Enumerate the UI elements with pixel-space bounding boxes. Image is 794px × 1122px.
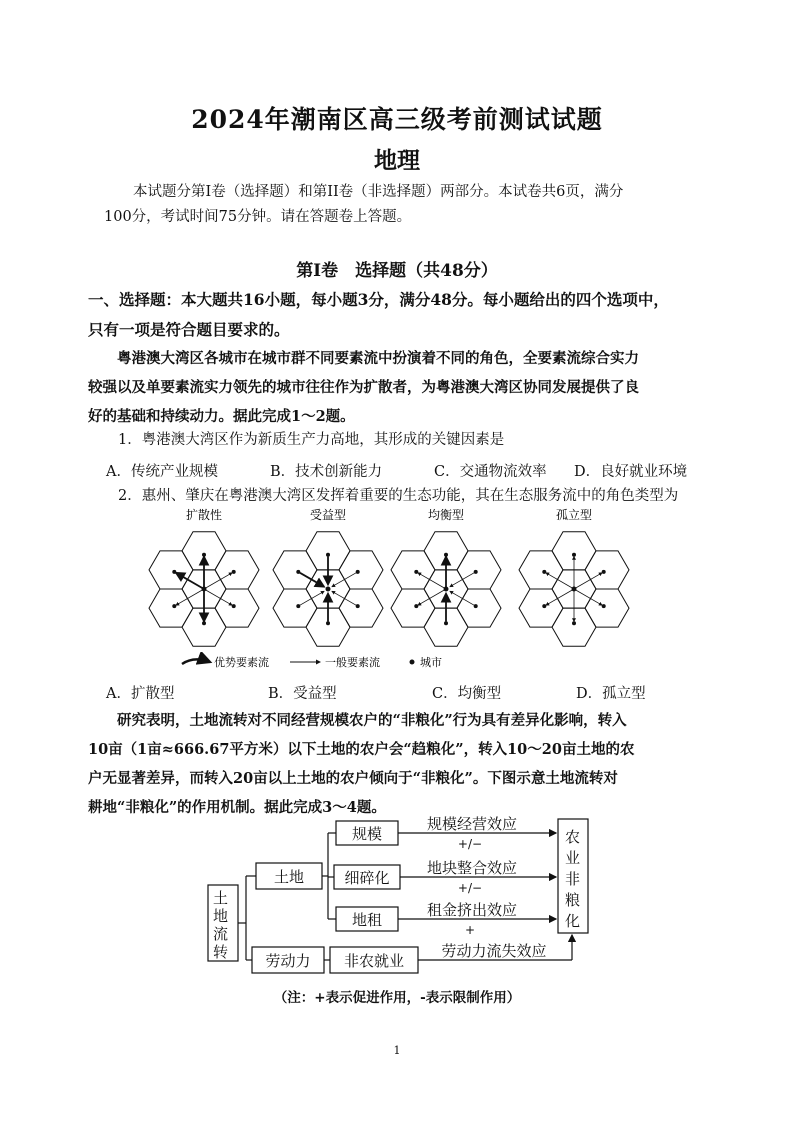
figure-legend xyxy=(180,652,480,672)
city-dot xyxy=(602,570,606,574)
label-land: 土地 xyxy=(273,868,305,886)
result-char-5: 化 xyxy=(565,912,581,930)
figure-element-flow-types xyxy=(140,505,660,675)
city-dot xyxy=(444,621,448,625)
instruction-line-1: 一、选择题：本大题共16小题，每小题3分，满分48分。每小题给出的四个选项中， xyxy=(88,290,669,309)
hex-cell xyxy=(273,551,317,589)
root-char-3: 流 xyxy=(213,925,229,943)
hex-cell xyxy=(457,551,501,589)
city-dot xyxy=(474,604,478,608)
figure2-note: （注：+表示促进作用，-表示限制作用） xyxy=(273,990,521,1006)
flow-arrow xyxy=(300,591,324,605)
flow-arrow xyxy=(332,573,356,587)
hex-cluster-isolated xyxy=(519,532,629,646)
passage2-line-3: 户无显著差异，而转入20亩以上土地的农户倾向于“非粮化”。下图示意土地流转对 xyxy=(88,770,618,787)
city-dot xyxy=(444,553,448,557)
question-2-stem: 2．惠州、肇庆在粤港澳大湾区发挥着重要的生态功能，其在生态服务流中的角色类型为 xyxy=(118,488,679,504)
question-1-stem: 1．粤港澳大湾区作为新质生产力高地，其形成的关键因素是 xyxy=(118,432,505,448)
figure-label-isolated: 孤立型 xyxy=(555,508,593,522)
city-dot xyxy=(474,570,478,574)
flow-arrow xyxy=(450,591,474,605)
city-dot xyxy=(602,604,606,608)
section-title: 第I卷 选择题（共48分） xyxy=(296,261,498,281)
hex-cell xyxy=(273,589,317,627)
hex-cell xyxy=(519,551,563,589)
passage2-line-4: 耕地“非粮化”的作用机制。据此完成3～4题。 xyxy=(88,799,386,816)
figure-label-diffusion: 扩散性 xyxy=(185,508,223,522)
city-dot xyxy=(326,587,331,592)
label-effect-rent: 租金挤出效应 xyxy=(426,901,518,919)
passage1-line-1: 粤港澳大湾区各城市在城市群不同要素流中扮演着不同的角色，全要素流综合实力 xyxy=(117,350,639,367)
q1-option-c[interactable]: C．交通物流效率 xyxy=(434,464,547,480)
city-dot xyxy=(172,604,176,608)
exam-title: 2024年潮南区高三级考前测试试题 xyxy=(191,105,603,134)
root-char-4: 转 xyxy=(213,943,229,961)
flow-arrow xyxy=(332,591,356,605)
city-dot xyxy=(326,621,330,625)
legend-dominant-arrow-icon xyxy=(182,659,210,664)
city-dot xyxy=(296,604,300,608)
hex-cell xyxy=(149,551,193,589)
legend-city-dot-icon xyxy=(410,660,415,665)
city-dot xyxy=(232,604,236,608)
sign-fragment: +/− xyxy=(457,881,483,895)
city-dot xyxy=(414,570,418,574)
q1-option-b[interactable]: B．技术创新能力 xyxy=(270,464,383,480)
city-dot xyxy=(572,553,576,557)
q2-option-b[interactable]: B．受益型 xyxy=(268,686,337,702)
figure-label-balanced: 均衡型 xyxy=(427,508,465,522)
legend-general-label: 一般要素流 xyxy=(325,656,380,669)
legend-dominant-label: 优势要素流 xyxy=(214,656,269,669)
q2-option-c[interactable]: C．均衡型 xyxy=(432,686,502,702)
root-char-1: 土 xyxy=(213,889,229,907)
city-dot xyxy=(542,570,546,574)
flow-arrow xyxy=(300,573,324,587)
sign-scale: +/− xyxy=(457,837,483,851)
figure-label-beneficiary: 受益型 xyxy=(309,508,347,522)
result-char-3: 非 xyxy=(565,870,581,888)
flow-arrow xyxy=(450,573,474,587)
city-dot xyxy=(572,621,576,625)
city-dot xyxy=(542,604,546,608)
hex-cell xyxy=(457,589,501,627)
sign-rent: + xyxy=(464,923,476,937)
q2-option-d[interactable]: D．孤立型 xyxy=(576,686,646,702)
figure-land-transfer-mechanism xyxy=(200,815,610,980)
hex-cluster-beneficiary xyxy=(273,532,383,646)
hex-cell xyxy=(215,589,259,627)
city-dot xyxy=(356,570,360,574)
passage2-line-1: 研究表明，土地流转对不同经营规模农户的“非粮化”行为具有差异化影响，转入 xyxy=(117,712,627,729)
result-char-4: 粮 xyxy=(565,891,581,909)
root-char-2: 地 xyxy=(213,907,229,925)
hex-cell xyxy=(519,589,563,627)
city-dot xyxy=(356,604,360,608)
q1-option-a[interactable]: A．传统产业规模 xyxy=(106,464,218,480)
label-labor: 劳动力 xyxy=(265,952,311,970)
intro-line-2: 100分，考试时间75分钟。请在答题卷上答题。 xyxy=(104,209,412,225)
city-dot xyxy=(202,553,206,557)
page-number: 1 xyxy=(393,1044,401,1057)
label-nonfarm: 非农就业 xyxy=(343,952,405,970)
q1-option-d[interactable]: D．良好就业环境 xyxy=(574,464,688,480)
q2-option-a[interactable]: A．扩散型 xyxy=(106,686,175,702)
hex-cluster-balanced xyxy=(391,532,501,646)
hex-cell xyxy=(339,589,383,627)
city-dot xyxy=(232,570,236,574)
label-effect-fragment: 地块整合效应 xyxy=(426,859,518,877)
result-char-2: 业 xyxy=(565,849,581,867)
hex-cell xyxy=(391,551,435,589)
legend-city-label: 城市 xyxy=(420,656,442,669)
label-effect-labor: 劳动力流失效应 xyxy=(441,942,547,960)
hex-cell xyxy=(215,551,259,589)
hex-cell xyxy=(391,589,435,627)
hex-cell xyxy=(585,589,629,627)
label-rent: 地租 xyxy=(351,911,383,929)
passage1-line-3: 好的基础和持续动力。据此完成1～2题。 xyxy=(88,408,355,425)
city-dot xyxy=(326,553,330,557)
subject-title: 地理 xyxy=(374,147,420,174)
passage1-line-2: 较强以及单要素流实力领先的城市往往作为扩散者，为粤港澳大湾区协同发展提供了良 xyxy=(88,379,639,396)
hex-cell xyxy=(149,589,193,627)
instruction-line-2: 只有一项是符合题目要求的。 xyxy=(88,320,290,339)
city-dot xyxy=(202,621,206,625)
label-scale: 规模 xyxy=(351,825,383,843)
hex-cluster-diffusion xyxy=(149,532,259,646)
passage2-line-2: 10亩（1亩≈666.67平方米）以下土地的农户会“趋粮化”，转入10～20亩土地的农 xyxy=(88,741,635,758)
intro-line-1: 本试题分第I卷（选择题）和第II卷（非选择题）两部分。本试卷共6页，满分 xyxy=(133,184,624,200)
result-char-1: 农 xyxy=(565,828,581,846)
city-dot xyxy=(414,604,418,608)
label-effect-scale: 规模经营效应 xyxy=(426,815,518,833)
hex-cell xyxy=(339,551,383,589)
label-fragmentation: 细碎化 xyxy=(344,869,390,887)
hex-cell xyxy=(585,551,629,589)
